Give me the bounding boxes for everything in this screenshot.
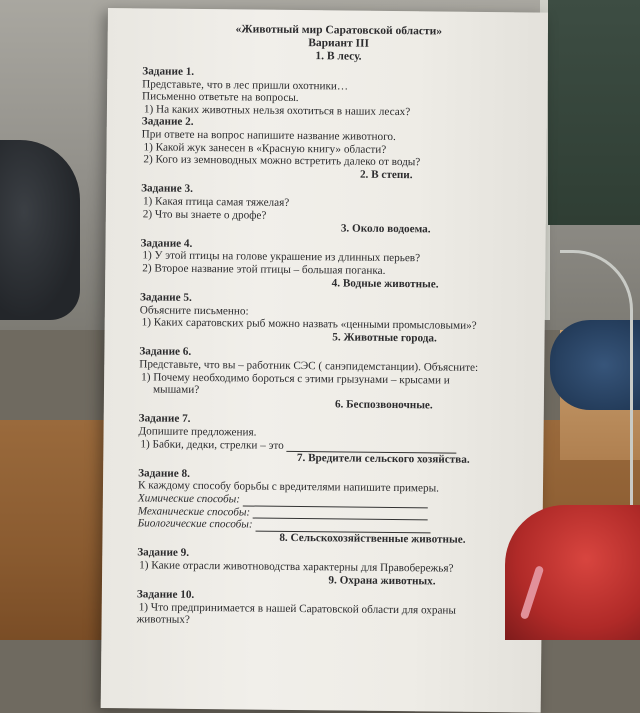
task-3-question: 1) Какая птица самая тяжелая? xyxy=(142,195,290,209)
worksheet-text xyxy=(137,22,513,630)
biological-methods-label: Биологические способы: xyxy=(137,517,253,531)
task-1-question: 1) На каких животных нельзя охотиться в наших лесах? xyxy=(143,103,411,118)
task-4 xyxy=(140,237,510,279)
variant-label: Вариант III xyxy=(308,37,370,50)
task-10 xyxy=(137,588,507,630)
document-title: «Животный мир Саратовской области» xyxy=(235,23,443,38)
task-8-line: К каждому способу борьбы с вредителями напишите примеры. xyxy=(137,479,439,495)
section-4-heading: 4. Водные животные. xyxy=(331,276,439,290)
task-1-line: Представьте, что в лес пришли охотники… xyxy=(142,77,349,93)
task-9-question: 1) Какие отрасли животноводства характерны для Правобережья? xyxy=(139,559,454,575)
task-6-question-continued: мышами? xyxy=(152,383,200,397)
task-1-title: Задание 1. xyxy=(142,65,195,78)
task-4-question: 1) У этой птицы на голове украшение из длинных перьев? xyxy=(142,249,421,265)
task-3-title: Задание 3. xyxy=(141,182,193,196)
task-5 xyxy=(140,291,510,333)
task-6 xyxy=(139,346,510,400)
section-2-heading: 2. В степи. xyxy=(359,168,413,181)
task-8-title: Задание 8. xyxy=(138,467,190,480)
section-1-heading: 1. В лесу. xyxy=(315,50,362,63)
task-2 xyxy=(141,116,512,170)
red-bag xyxy=(505,505,640,640)
task-9 xyxy=(137,547,507,576)
worksheet-paper xyxy=(101,8,548,713)
task-4-question: 2) Второе название этой птицы – большая поганка. xyxy=(142,262,386,277)
task-3-question: 2) Что вы знаете о дрофе? xyxy=(142,207,267,222)
task-1-line: Письменно ответьте на вопросы. xyxy=(142,90,299,105)
task-10-title: Задание 10. xyxy=(136,588,195,602)
chemical-methods-label: Химические способы: xyxy=(137,492,241,506)
task-1 xyxy=(142,65,513,119)
blackboard xyxy=(548,0,640,225)
section-5-heading: 5. Животные города. xyxy=(332,331,437,345)
task-8 xyxy=(138,467,509,534)
task-2-line: При ответе на вопрос напишите название животного. xyxy=(141,128,396,143)
section-3-heading: 3. Около водоема. xyxy=(340,222,431,236)
task-5-question: 1) Каких саратовских рыб можно назвать «ценными промысловыми»? xyxy=(141,316,477,333)
section-9-heading: 9. Охрана животных. xyxy=(328,573,436,588)
task-10-question-continued: животных? xyxy=(136,613,190,627)
task-2-question: 1) Какой жук занесен в «Красную книгу» области? xyxy=(143,140,387,156)
task-10-question: 1) Что предпринимается в нашей Саратовской области для охраны xyxy=(138,601,457,617)
task-5-title: Задание 5. xyxy=(139,291,192,304)
task-7-prompt: 1) Бабки, дедки, стрелки – это xyxy=(140,437,284,452)
task-3 xyxy=(141,183,511,225)
section-8-heading: 8. Сельскохозяйственные животные. xyxy=(279,531,466,546)
task-4-title: Задание 4. xyxy=(140,237,193,250)
task-7 xyxy=(138,413,508,455)
mechanical-methods-label: Механические способы: xyxy=(137,504,251,519)
section-6-heading: 6. Беспозвоночные. xyxy=(334,398,433,412)
task-6-title: Задание 6. xyxy=(139,345,192,359)
person-left-background xyxy=(0,140,80,320)
task-9-title: Задание 9. xyxy=(137,546,190,560)
task-5-line: Объясните письменно: xyxy=(139,304,249,318)
task-7-title: Задание 7. xyxy=(138,412,191,426)
task-2-title: Задание 2. xyxy=(141,115,194,129)
task-7-line: Допишите предложения. xyxy=(138,425,257,439)
task-2-question: 2) Кого из земноводных можно встретить далеко от воды? xyxy=(143,153,421,169)
section-7-heading: 7. Вредители сельского хозяйства. xyxy=(296,452,470,467)
task-6-question: 1) Почему необходимо бороться с этими грызунами – крысами и xyxy=(141,371,450,387)
task-6-line: Представьте, что вы – работник СЭС ( санэпидемстанции). Объясните: xyxy=(139,358,479,374)
